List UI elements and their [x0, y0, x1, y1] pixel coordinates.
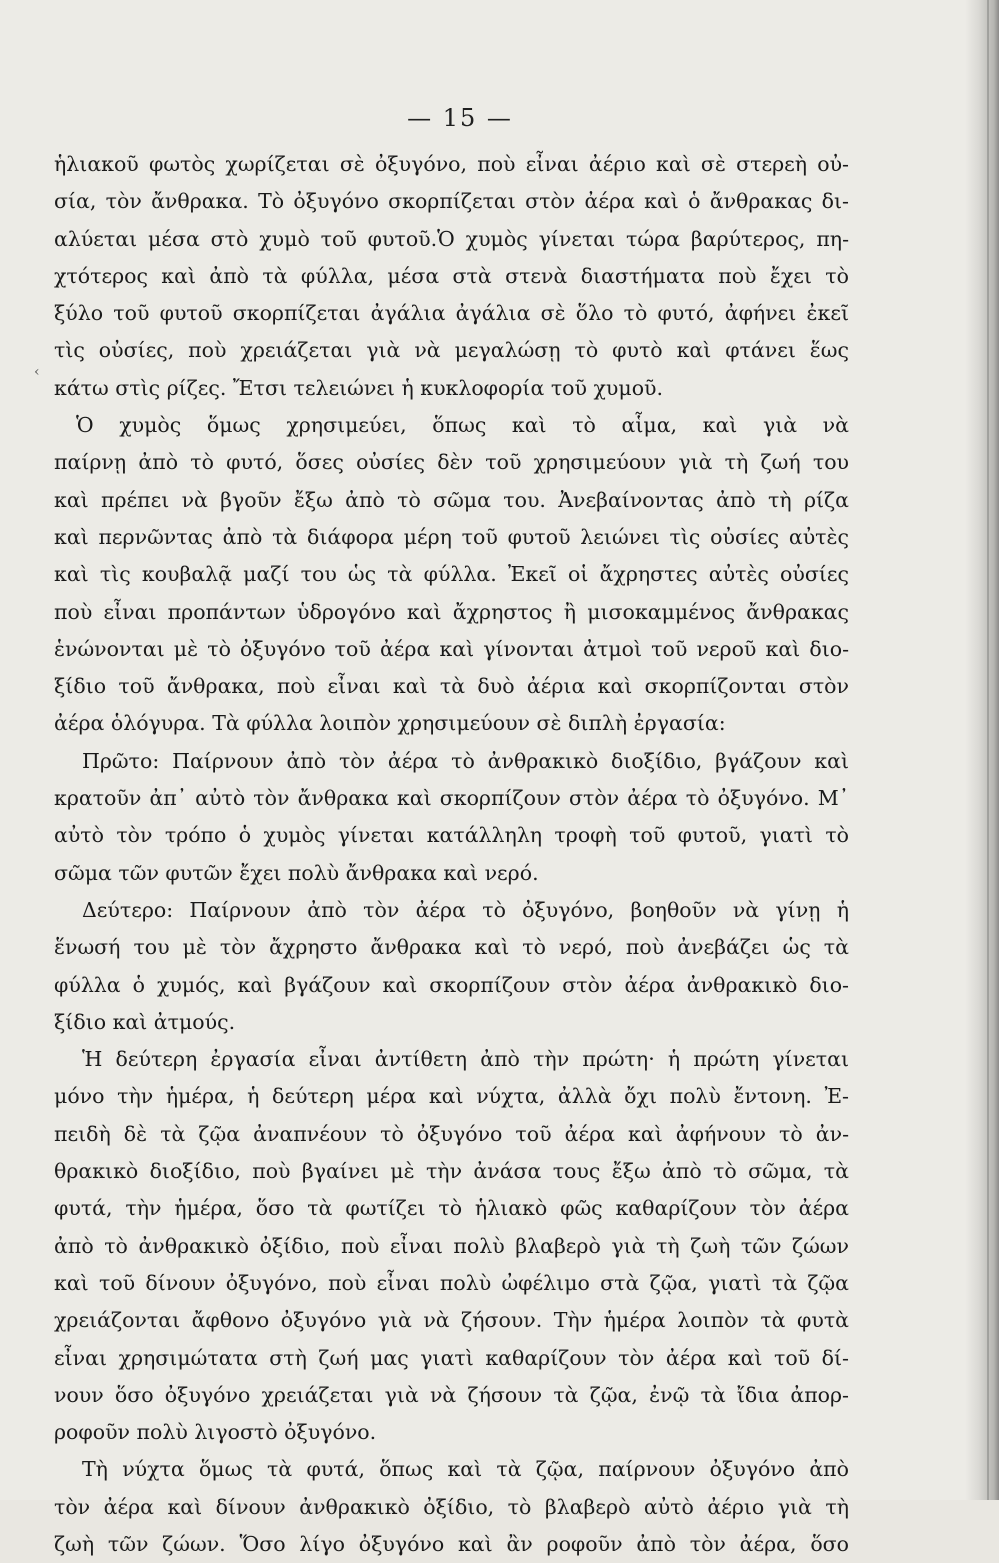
text-line: ἡλιακοῦ φωτὸς χωρίζεται σὲ ὀξυγόνο, ποὺ εἶναι ἀέριο καὶ σὲ στερεὴ οὐ- [54, 152, 849, 176]
text-line: ἑνώνονται μὲ τὸ ὀξυγόνο τοῦ ἀέρα καὶ γίνονται ἀτμοὶ τοῦ νεροῦ καὶ διο- [54, 636, 849, 661]
text-line: πειδὴ δὲ τὰ ζῷα ἀναπνέουν τὸ ὀξυγόνο τοῦ ἀέρα καὶ ἀφήνουν τὸ ἀν- [54, 1121, 849, 1146]
text-line: σία, τὸν ἄνθρακα. Τὸ ὀξυγόνο σκορπίζεται στὸν ἀέρα καὶ ὁ ἄνθρακας δι- [54, 189, 849, 214]
text-line: καὶ τοῦ δίνουν ὀξυγόνο, ποὺ εἶναι πολὺ ὠφέλιμο στὰ ζῷα, γιατὶ τὰ ζῷα [54, 1270, 849, 1295]
text-line: καὶ τὶς κουβαλᾷ μαζί του ὡς τὰ φύλλα. Ἐκεῖ οἱ ἄχρηστες αὐτὲς οὐσίες [54, 562, 849, 587]
text-line: ἀέρα ὁλόγυρα. Τὰ φύλλα λοιπὸν χρησιμεύουν σὲ διπλὴ ἐργασία: [54, 711, 726, 736]
text-line: τὶς οὐσίες, ποὺ χρειάζεται γιὰ νὰ μεγαλώσῃ τὸ φυτὸ καὶ φτάνει ἕως [54, 338, 849, 363]
text-line: Πρῶτο: Παίρνουν ἀπὸ τὸν ἀέρα τὸ ἀνθρακικὸ διοξίδιο, βγάζουν καὶ [82, 748, 849, 773]
text-line: ξύλο τοῦ φυτοῦ σκορπίζεται ἀγάλια ἀγάλια σὲ ὅλο τὸ φυτό, ἀφήνει ἐκεῖ [54, 301, 849, 326]
text-line: αλύεται μέσα στὸ χυμὸ τοῦ φυτοῦ.Ὁ χυμὸς γίνεται τώρα βαρύτερος, πη- [54, 226, 849, 251]
text-line: καὶ πρέπει νὰ βγοῦν ἔξω ἀπὸ τὸ σῶμα του. Ἀνεβαίνοντας ἀπὸ τὴ ρίζα [54, 487, 849, 512]
text-line: παίρνῃ ἀπὸ τὸ φυτό, ὅσες οὐσίες δὲν τοῦ χρησιμεύουν γιὰ τὴ ζωή του [54, 450, 849, 475]
body-text [54, 146, 849, 1563]
text-line: χτότερος καὶ ἀπὸ τὰ φύλλα, μέσα στὰ στενὰ διαστήματα ποὺ ἔχει τὸ [54, 263, 849, 288]
text-line: ξίδιο καὶ ἀτμούς. [54, 1009, 236, 1034]
text-line: Δεύτερο: Παίρνουν ἀπὸ τὸν ἀέρα τὸ ὀξυγόνο, βοηθοῦν νὰ γίνῃ ἡ [82, 897, 849, 922]
text-line: κρατοῦν ἀπ᾿ αὐτὸ τὸν ἄνθρακα καὶ σκορπίζουν στὸν ἀέρα τὸ ὀξυγόνο. Μ᾿ [54, 786, 849, 811]
text-line: τὸν ἀέρα καὶ δίνουν ἀνθρακικὸ ὀξίδιο, τὸ βλαβερὸ αὐτὸ ἀέριο γιὰ τὴ [54, 1494, 849, 1519]
text-line: Ἡ δεύτερη ἐργασία εἶναι ἀντίθετη ἀπὸ τὴν πρώτη· ἡ πρώτη γίνεται [82, 1047, 849, 1072]
text-line: αὐτὸ τὸν τρόπο ὁ χυμὸς γίνεται κατάλληλη τροφὴ τοῦ φυτοῦ, γιατὶ τὸ [54, 823, 849, 848]
binding-edge-shadow [965, 0, 999, 1500]
text-line: ἕνωσή του μὲ τὸν ἄχρηστο ἄνθρακα καὶ τὸ νερό, ποὺ ἀνεβάζει ὡς τὰ [54, 935, 849, 960]
text-line: φυτά, τὴν ἡμέρα, ὅσο τὰ φωτίζει τὸ ἡλιακὸ φῶς καθαρίζουν τὸν ἀέρα [54, 1196, 849, 1221]
page-number: — 15 — [407, 104, 513, 132]
margin-mark: ‹ [34, 364, 40, 380]
text-line: φύλλα ὁ χυμός, καὶ βγάζουν καὶ σκορπίζουν στὸν ἀέρα ἀνθρακικὸ διο- [54, 972, 849, 997]
binding-edge-line [987, 0, 989, 1500]
text-line: μόνο τὴν ἡμέρα, ἡ δεύτερη μέρα καὶ νύχτα, ἀλλὰ ὄχι πολὺ ἔντονη. Ἐ- [54, 1084, 849, 1109]
text-line: κάτω στὶς ρίζες. Ἔτσι τελειώνει ἡ κυκλοφορία τοῦ χυμοῦ. [54, 375, 664, 400]
text-line: ξίδιο τοῦ ἄνθρακα, ποὺ εἶναι καὶ τὰ δυὸ ἀέρια καὶ σκορπίζονται στὸν [54, 674, 849, 699]
text-line: εἶναι χρησιμώτατα στὴ ζωή μας γιατὶ καθαρίζουν τὸν ἀέρα καὶ τοῦ δί- [54, 1345, 849, 1370]
text-line: θρακικὸ διοξίδιο, ποὺ βγαίνει μὲ τὴν ἀνάσα τους ἔξω ἀπὸ τὸ σῶμα, τὰ [54, 1159, 849, 1184]
text-line: χρειάζονται ἄφθονο ὀξυγόνο γιὰ νὰ ζήσουν. Τὴν ἡμέρα λοιπὸν τὰ φυτὰ [54, 1308, 849, 1333]
text-line: ζωὴ τῶν ζώων. Ὅσο λίγο ὀξυγόνο καὶ ἂν ροφοῦν ἀπὸ τὸν ἀέρα, ὅσο [54, 1531, 849, 1556]
text-line: σῶμα τῶν φυτῶν ἔχει πολὺ ἄνθρακα καὶ νερό. [54, 860, 539, 885]
text-line: Ὁ χυμὸς ὅμως χρησιμεύει, ὅπως καὶ τὸ αἷμα, καὶ γιὰ νὰ [76, 413, 849, 438]
text-line: καὶ περνῶντας ἀπὸ τὰ διάφορα μέρη τοῦ φυτοῦ λειώνει τὶς οὐσίες αὐτὲς [54, 524, 849, 549]
text-line: νουν ὅσο ὀξυγόνο χρειάζεται γιὰ νὰ ζήσουν τὰ ζῷα, ἐνῷ τὰ ἴδια ἀπορ- [54, 1382, 849, 1407]
text-line: ροφοῦν πολὺ λιγοστὸ ὀξυγόνο. [54, 1420, 377, 1445]
text-line: ἀπὸ τὸ ἀνθρακικὸ ὀξίδιο, ποὺ εἶναι πολὺ βλαβερὸ γιὰ τὴ ζωὴ τῶν ζώων [54, 1233, 849, 1258]
text-line: Τὴ νύχτα ὅμως τὰ φυτά, ὅπως καὶ τὰ ζῷα, παίρνουν ὀξυγόνο ἀπὸ [82, 1457, 849, 1482]
text-line: ποὺ εἶναι προπάντων ὑδρογόνο καὶ ἄχρηστος ἢ μισοκαμμένος ἄνθρακας [54, 599, 849, 624]
